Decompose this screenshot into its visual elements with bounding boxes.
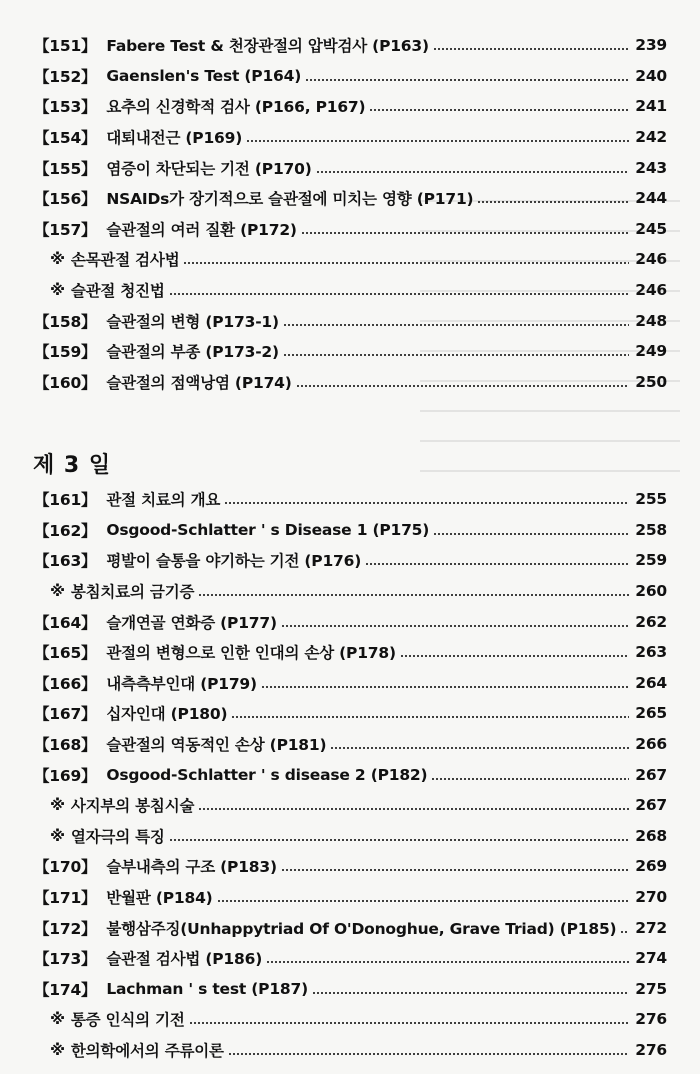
toc-entry — [0, 974, 700, 1005]
entry-title: 대퇴내전근 (P169) — [106, 129, 243, 148]
entry-number: 【154】 — [34, 129, 97, 148]
page-number: 246 — [635, 281, 667, 300]
toc-note-entry — [0, 1004, 700, 1035]
page-number: 274 — [635, 949, 667, 968]
entry-title: 슬관절의 역동적인 손상 (P181) — [106, 736, 327, 755]
dot-leader — [189, 1021, 629, 1025]
toc-entry — [0, 606, 700, 637]
page-number: 260 — [635, 582, 667, 601]
dot-leader — [312, 991, 629, 995]
entry-number: 【166】 — [34, 674, 97, 693]
dot-leader — [431, 777, 629, 781]
entry-number: 【156】 — [34, 190, 97, 209]
dot-leader — [477, 200, 629, 204]
reference-mark: ※ — [50, 281, 65, 300]
toc-entry — [0, 698, 700, 729]
entry-number: 【159】 — [34, 343, 97, 362]
entry-title: 슬부내측의 구조 (P183) — [106, 858, 277, 877]
dot-leader — [301, 231, 629, 235]
entry-title: Gaenslen's Test (P164) — [106, 66, 302, 85]
toc-note-entry — [0, 275, 700, 306]
page-number: 267 — [635, 796, 667, 815]
entry-title: 슬관절의 부종 (P173-2) — [106, 343, 279, 362]
page-number: 242 — [635, 128, 667, 147]
entry-title: 슬관절 검사법 (P186) — [106, 950, 263, 969]
dot-leader — [369, 108, 629, 112]
toc-entry — [0, 367, 700, 398]
toc-entry — [0, 30, 700, 61]
entry-number: 【173】 — [34, 950, 97, 969]
entry-number: 【153】 — [34, 98, 97, 117]
entry-title: 슬개연골 연화증 (P177) — [106, 613, 277, 632]
page-number: 272 — [635, 918, 667, 937]
entry-number: 【167】 — [34, 705, 97, 724]
dot-leader — [224, 501, 629, 505]
reference-mark: ※ — [50, 1010, 65, 1029]
entry-title: 십자인대 (P180) — [106, 705, 228, 724]
entry-title: Fabere Test & 천장관절의 압박검사 (P163) — [106, 37, 429, 56]
toc-entry — [0, 729, 700, 760]
entry-title: 슬관절의 변형 (P173-1) — [106, 312, 279, 331]
page-number: 268 — [635, 826, 667, 845]
dot-leader — [433, 47, 629, 51]
dot-leader — [217, 899, 629, 903]
entry-title: 손목관절 검사법 — [70, 251, 180, 270]
dot-leader — [231, 715, 629, 719]
page-number: 243 — [635, 158, 667, 177]
dot-leader — [365, 562, 629, 566]
entry-title: 슬관절 청진법 — [70, 282, 165, 301]
entry-title: Lachman ' s test (P187) — [106, 979, 308, 998]
dot-leader — [169, 838, 629, 842]
toc-entry — [0, 882, 700, 913]
toc-entry — [0, 336, 700, 367]
toc-entry — [0, 152, 700, 183]
page-number: 266 — [635, 735, 667, 754]
dot-leader — [281, 624, 629, 628]
toc-entry — [0, 183, 700, 214]
entry-title: 요추의 신경학적 검사 (P166, P167) — [106, 98, 366, 117]
dot-leader — [246, 139, 629, 143]
page-number: 245 — [635, 219, 667, 238]
dot-leader — [266, 960, 629, 964]
toc-entry — [0, 851, 700, 882]
entry-number: 【157】 — [34, 220, 97, 239]
dot-leader — [400, 654, 629, 658]
toc-entry — [0, 484, 700, 515]
page-number: 258 — [635, 520, 667, 539]
reference-mark: ※ — [50, 826, 65, 845]
reference-mark: ※ — [50, 250, 65, 269]
toc-section-day3 — [0, 484, 700, 1065]
dot-leader — [198, 593, 629, 597]
toc-entry — [0, 912, 700, 943]
page-number: 246 — [635, 250, 667, 269]
entry-number: 【174】 — [34, 980, 97, 999]
toc-entry — [0, 545, 700, 576]
page-number: 262 — [635, 612, 667, 631]
toc-entry — [0, 214, 700, 245]
entry-number: 【160】 — [34, 373, 97, 392]
page-number: 239 — [635, 36, 667, 55]
dot-leader — [283, 353, 629, 357]
entry-title: 봉침치료의 금기증 — [70, 583, 195, 602]
entry-title: 슬관절의 점액낭염 (P174) — [106, 373, 292, 392]
page-number: 244 — [635, 189, 667, 208]
page-number: 250 — [635, 372, 667, 391]
entry-number: 【169】 — [34, 766, 97, 785]
entry-number: 【171】 — [34, 889, 97, 908]
dot-leader — [281, 868, 629, 872]
dot-leader — [305, 78, 629, 82]
page-number: 240 — [635, 66, 667, 85]
dot-leader — [283, 323, 629, 327]
entry-number: 【168】 — [34, 736, 97, 755]
dot-leader — [198, 807, 629, 811]
dot-leader — [183, 261, 629, 265]
entry-title: 염증이 차단되는 기전 (P170) — [106, 159, 312, 178]
toc-entry — [0, 759, 700, 790]
toc-note-entry — [0, 790, 700, 821]
dot-leader — [316, 170, 629, 174]
page-number: 276 — [635, 1010, 667, 1029]
entry-number: 【163】 — [34, 552, 97, 571]
entry-number: 【151】 — [34, 37, 97, 56]
page-number: 259 — [635, 551, 667, 570]
entry-number: 【155】 — [34, 159, 97, 178]
entry-title: 관절의 변형으로 인한 인대의 손상 (P178) — [106, 644, 396, 663]
dot-leader — [620, 930, 629, 934]
toc-note-entry — [0, 1035, 700, 1066]
toc-entry — [0, 91, 700, 122]
toc-entry — [0, 515, 700, 546]
entry-title: 슬관절의 여러 질환 (P172) — [106, 220, 297, 239]
toc-entry — [0, 61, 700, 92]
entry-title: Osgood-Schlatter ' s Disease 1 (P175) — [106, 520, 430, 539]
entry-title: 한의학에서의 주류이론 — [70, 1041, 224, 1060]
page-number: 249 — [635, 342, 667, 361]
entry-title: 불행삼주징(Unhappytriad Of O'Donoghue, Grave Triad) (P185) — [106, 919, 617, 938]
entry-title: 평발이 슬통을 야기하는 기전 (P176) — [106, 552, 362, 571]
dot-leader — [296, 384, 629, 388]
entry-title: 반월판 (P184) — [106, 889, 213, 908]
page-number: 241 — [635, 97, 667, 116]
entry-title: 관절 치료의 개요 — [106, 491, 221, 510]
section-heading: 제 3 일 — [33, 453, 112, 478]
reference-mark: ※ — [50, 582, 65, 601]
page-number: 264 — [635, 673, 667, 692]
page-number: 276 — [635, 1040, 667, 1059]
page-number: 255 — [635, 490, 667, 509]
toc-entry — [0, 637, 700, 668]
entry-number: 【161】 — [34, 491, 97, 510]
reference-mark: ※ — [50, 796, 65, 815]
entry-title: 열자극의 특징 — [70, 827, 165, 846]
dot-leader — [169, 292, 629, 296]
entry-number: 【172】 — [34, 919, 97, 938]
toc-section-day2 — [0, 30, 700, 397]
page-number: 263 — [635, 643, 667, 662]
page-number: 265 — [635, 704, 667, 723]
toc-entry — [0, 305, 700, 336]
entry-title: NSAIDs가 장기적으로 슬관절에 미치는 영향 (P171) — [106, 190, 474, 209]
page-number: 248 — [635, 311, 667, 330]
entry-number: 【152】 — [34, 67, 97, 86]
entry-title: 사지부의 봉침시술 — [70, 797, 195, 816]
dot-leader — [330, 746, 629, 750]
toc-note-entry — [0, 821, 700, 852]
reference-mark: ※ — [50, 1040, 65, 1059]
dot-leader — [261, 685, 629, 689]
toc-note-entry — [0, 576, 700, 607]
toc-entry — [0, 122, 700, 153]
entry-title: 내측측부인대 (P179) — [106, 674, 257, 693]
dot-leader — [433, 532, 629, 536]
page-number: 270 — [635, 888, 667, 907]
entry-number: 【162】 — [34, 521, 97, 540]
entry-title: 통증 인식의 기전 — [70, 1011, 185, 1030]
entry-number: 【165】 — [34, 644, 97, 663]
dot-leader — [228, 1052, 629, 1056]
toc-note-entry — [0, 244, 700, 275]
page-number: 275 — [635, 979, 667, 998]
entry-number: 【164】 — [34, 613, 97, 632]
toc-entry — [0, 943, 700, 974]
entry-title: Osgood-Schlatter ' s disease 2 (P182) — [106, 765, 428, 784]
entry-number: 【158】 — [34, 312, 97, 331]
entry-number: 【170】 — [34, 858, 97, 877]
page-number: 267 — [635, 765, 667, 784]
page-number: 269 — [635, 857, 667, 876]
toc-entry — [0, 668, 700, 699]
